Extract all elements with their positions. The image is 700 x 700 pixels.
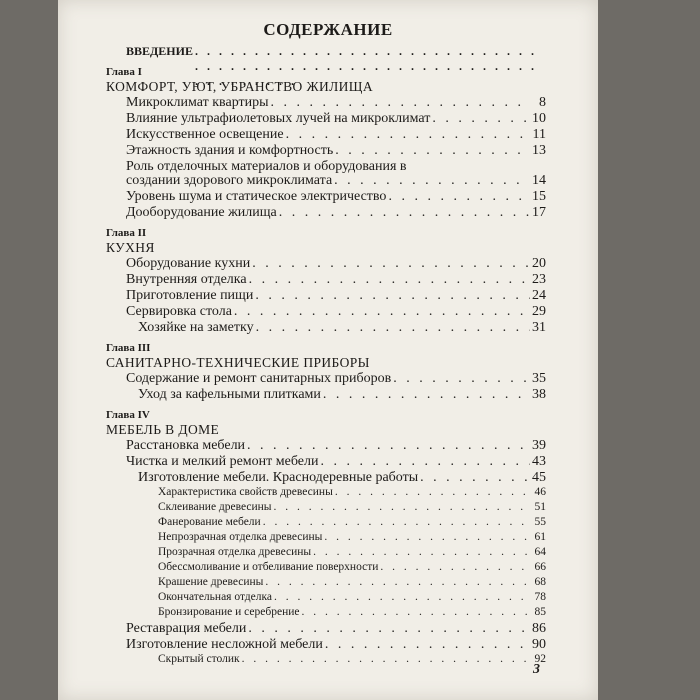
entry-page: 45 xyxy=(532,470,546,485)
leader-dots xyxy=(335,143,530,159)
entry-title: Этажность здания и комфортность xyxy=(126,143,334,158)
entry-title: Искусственное освещение xyxy=(126,127,284,142)
toc-entry xyxy=(106,127,546,143)
leader-dots xyxy=(323,387,530,403)
entry-page: 29 xyxy=(532,304,546,319)
toc-entry xyxy=(106,470,546,486)
leader-dots xyxy=(320,454,530,470)
entry-title: Уход за кафельными плитками xyxy=(138,387,321,402)
toc-entry xyxy=(106,637,546,653)
toc-entry xyxy=(106,272,546,288)
toc-subentry xyxy=(106,546,546,561)
leader-dots xyxy=(334,173,530,189)
entry-title: Непрозрачная отделка древесины xyxy=(158,531,323,543)
chapter-title: МЕБЕЛЬ В ДОМЕ xyxy=(106,422,220,437)
entry-title: Обессмоливание и отбеливание поверхности xyxy=(158,561,379,573)
toc-subentry xyxy=(106,606,546,621)
chapter-label: Глава III xyxy=(106,342,151,354)
entry-title: Влияние ультрафиолетовых лучей на микроклимат xyxy=(126,111,431,126)
toc-subentry xyxy=(106,653,546,668)
leader-dots xyxy=(286,127,530,143)
leader-dots xyxy=(420,470,530,486)
entry-page: 23 xyxy=(532,272,546,287)
entry-title: Дооборудование жилища xyxy=(126,205,277,220)
chapter-label: Глава I xyxy=(106,66,142,78)
intro-label: ВВЕДЕНИЕ xyxy=(126,44,193,58)
page-title: СОДЕРЖАНИЕ xyxy=(263,20,393,39)
leader-dots xyxy=(432,111,530,127)
entry-title: Крашение древесины xyxy=(158,576,264,588)
entry-title: Роль отделочных материалов и оборудования в xyxy=(126,159,407,174)
toc-entry xyxy=(106,159,546,173)
leader-dots xyxy=(313,546,530,558)
entry-page: 14 xyxy=(532,173,546,188)
entry-page: 92 xyxy=(534,653,546,665)
entry-page: 24 xyxy=(532,288,546,303)
leader-dots xyxy=(252,256,530,272)
entry-page: 64 xyxy=(534,546,546,558)
entry-page: 39 xyxy=(532,438,546,453)
toc-entry-continuation xyxy=(106,173,546,189)
entry-title: Чистка и мелкий ремонт мебели xyxy=(126,454,319,469)
leader-dots xyxy=(274,501,530,513)
leader-dots xyxy=(271,95,530,111)
entry-title: Микроклимат квартиры xyxy=(126,95,269,110)
entry-title: Прозрачная отделка древесины xyxy=(158,546,312,558)
leader-dots xyxy=(242,653,530,665)
chapter-title: КОМФОРТ, УЮТ, УБРАНСТВО ЖИЛИЩА xyxy=(106,79,373,94)
entry-page: 51 xyxy=(534,501,546,513)
toc-entry xyxy=(106,288,546,304)
toc-entry xyxy=(106,304,546,320)
entry-title: Характеристика свойств древесины xyxy=(158,486,333,498)
entry-page: 43 xyxy=(532,454,546,469)
leader-dots xyxy=(255,288,530,304)
leader-dots xyxy=(279,205,530,221)
toc-subentry xyxy=(106,531,546,546)
leader-dots xyxy=(388,189,530,205)
leader-dots xyxy=(324,531,530,543)
toc-subentry xyxy=(106,486,546,501)
entry-title: Фанерование мебели xyxy=(158,516,261,528)
entry-page: 31 xyxy=(532,320,546,335)
leader-dots xyxy=(380,561,530,573)
leader-dots xyxy=(274,591,530,603)
leader-dots xyxy=(249,272,530,288)
toc-subentry xyxy=(106,561,546,576)
leader-dots xyxy=(335,486,530,498)
leader-dots xyxy=(256,320,530,336)
entry-title: Склеивание древесины xyxy=(158,501,272,513)
entry-page: 85 xyxy=(534,606,546,618)
entry-page: 20 xyxy=(532,256,546,271)
chapter-label: Глава IV xyxy=(106,409,150,421)
toc-entry xyxy=(106,621,546,637)
toc-entry xyxy=(106,111,546,127)
entry-title: Расстановка мебели xyxy=(126,438,246,453)
entry-title: Хозяйке на заметку xyxy=(138,320,254,335)
entry-page: 11 xyxy=(532,127,546,142)
toc-entry xyxy=(106,189,546,205)
entry-page: 55 xyxy=(534,516,546,528)
page-number: 3 xyxy=(533,662,540,677)
entry-title: Окончательная отделка xyxy=(158,591,273,603)
toc-entry xyxy=(106,95,546,111)
table-of-contents xyxy=(106,44,546,668)
leader-dots xyxy=(393,371,530,387)
entry-title: Внутренняя отделка xyxy=(126,272,247,287)
toc-subentry xyxy=(106,576,546,591)
toc-subentry xyxy=(106,501,546,516)
entry-title: Скрытый столик xyxy=(158,653,240,665)
intro-entry xyxy=(106,44,546,60)
entry-title: создании здорового микроклимата xyxy=(126,173,333,188)
entry-page: 35 xyxy=(532,371,546,386)
toc-entry xyxy=(106,320,546,336)
toc-subentry xyxy=(106,516,546,531)
entry-page: 78 xyxy=(534,591,546,603)
entry-title: Изготовление мебели. Краснодеревные работы xyxy=(138,470,419,485)
toc-entry xyxy=(106,438,546,454)
entry-page: 86 xyxy=(532,621,546,636)
entry-page: 10 xyxy=(532,111,546,126)
leader-dots xyxy=(265,576,530,588)
book-page xyxy=(58,0,598,700)
toc-entry xyxy=(106,371,546,387)
toc-entry xyxy=(106,387,546,403)
chapter-title: КУХНЯ xyxy=(106,240,155,255)
entry-page: 68 xyxy=(534,576,546,588)
toc-entry xyxy=(106,205,546,221)
entry-page: 8 xyxy=(539,95,546,110)
entry-title: Сервировка стола xyxy=(126,304,232,319)
entry-page: 15 xyxy=(532,189,546,204)
entry-page: 17 xyxy=(532,205,546,220)
leader-dots xyxy=(247,438,530,454)
leader-dots xyxy=(234,304,530,320)
chapter-title: САНИТАРНО-ТЕХНИЧЕСКИЕ ПРИБОРЫ xyxy=(106,355,370,370)
entry-page: 61 xyxy=(534,531,546,543)
chapter-label: Глава II xyxy=(106,227,147,239)
toc-entry xyxy=(106,256,546,272)
entry-page: 66 xyxy=(534,561,546,573)
entry-page: 46 xyxy=(534,486,546,498)
leader-dots xyxy=(263,516,530,528)
entry-title: Приготовление пищи xyxy=(126,288,254,303)
entry-title: Содержание и ремонт санитарных приборов xyxy=(126,371,392,386)
toc-entry xyxy=(106,454,546,470)
entry-page: 13 xyxy=(532,143,546,158)
entry-title: Реставрация мебели xyxy=(126,621,247,636)
entry-title: Бронзирование и серебрение xyxy=(158,606,300,618)
entry-page: 90 xyxy=(532,637,546,652)
leader-dots xyxy=(248,621,530,637)
entry-page: 38 xyxy=(532,387,546,402)
leader-dots xyxy=(325,637,530,653)
entry-title: Уровень шума и статическое электричество xyxy=(126,189,387,204)
entry-title: Оборудование кухни xyxy=(126,256,251,271)
toc-entry xyxy=(106,143,546,159)
entry-title: Изготовление несложной мебели xyxy=(126,637,323,652)
leader-dots xyxy=(301,606,530,618)
toc-subentry xyxy=(106,591,546,606)
